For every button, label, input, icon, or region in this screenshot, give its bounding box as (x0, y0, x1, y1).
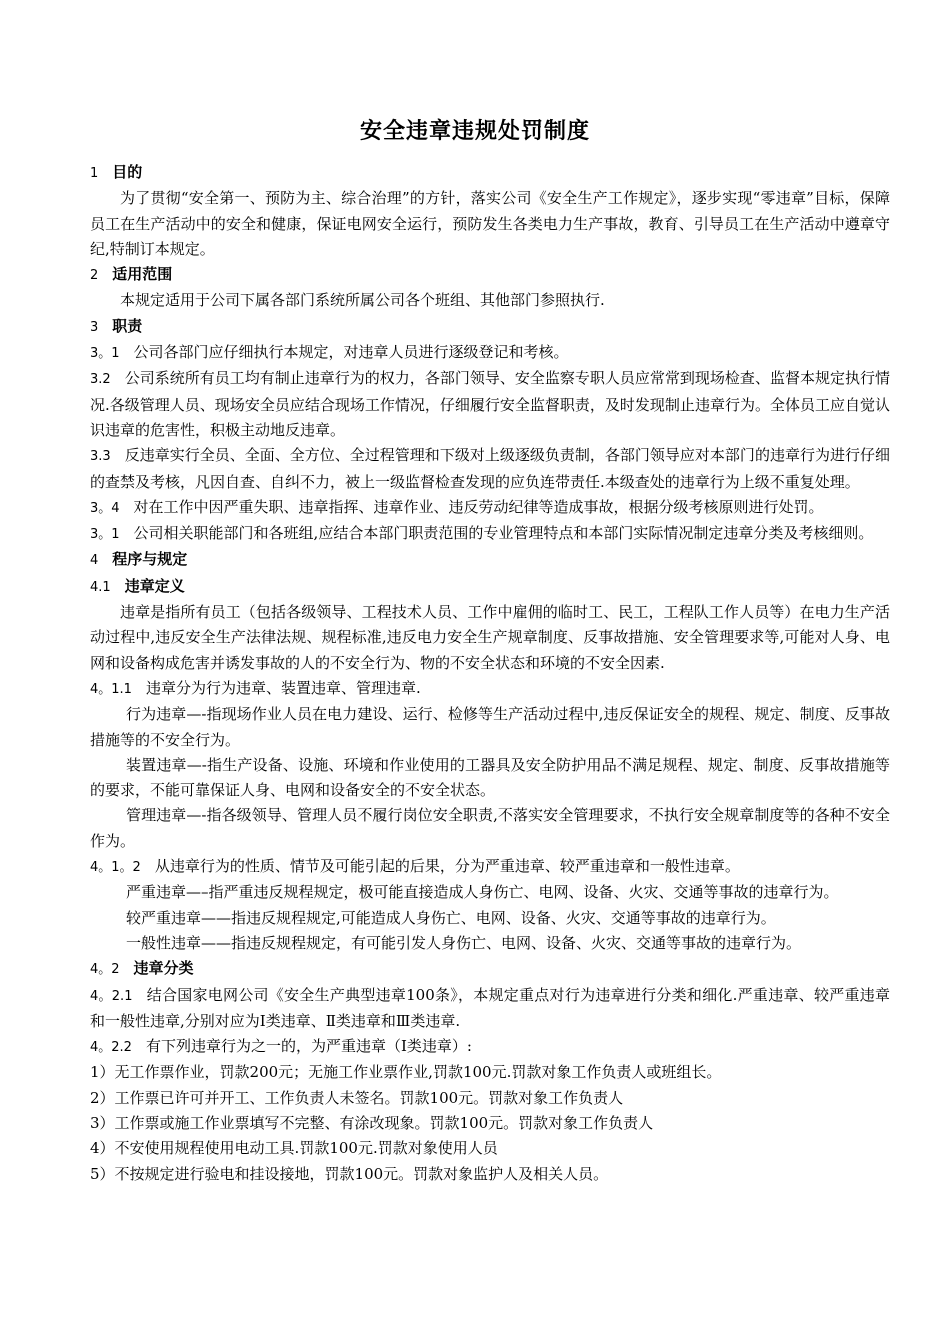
list-item: 1）无工作票作业，罚款200元；无施工作业票作业,罚款100元.罚款对象工作负责人或班组长。 (90, 1063, 722, 1082)
clause (90, 443, 890, 495)
clause-text: 从违章行为的性质、情节及可能引起的后果，分为严重违章、较严重违章和一般性违章。 (154, 857, 740, 876)
subsection-title: 违章定义 (124, 576, 185, 595)
subsection-title: 违章分类 (133, 959, 194, 978)
clause-number: 3。1 (90, 346, 120, 362)
clause (90, 521, 890, 547)
clause-text: 有下列违章行为之一的，为严重违章（Ⅰ类违章）: (145, 1037, 472, 1056)
paragraph: 本规定适用于公司下属各部门系统所属公司各个班组、其他部门参照执行. (120, 291, 605, 310)
list-item: 4）不安使用规程使用电动工具.罚款100元.罚款对象使用人员 (90, 1139, 498, 1158)
section-heading (90, 314, 890, 340)
paragraph: 管理违章—-指各级领导、管理人员不履行岗位安全职责,不落实安全管理要求，不执行安全规章制度等的各种不安全作为。 (90, 806, 890, 850)
section-heading (90, 160, 890, 186)
clause-text: 公司相关职能部门和各班组,应结合本部门职责范围的专业管理特点和本部门实际情况制定违章分类及考核细则。 (133, 524, 874, 543)
paragraph: 行为违章—-指现场作业人员在电力建设、运行、检修等生产活动过程中,违反保证安全的规程、规定、制度、反事故措施等的不安全行为。 (90, 705, 890, 749)
paragraph: 较严重违章——指违反规程规定,可能造成人身伤亡、电网、设备、火灾、交通等事故的违章行为。 (126, 908, 776, 927)
clause (90, 983, 890, 1035)
clause (90, 366, 890, 443)
clause-text: 违章分为行为违章、装置违章、管理违章. (145, 678, 421, 697)
section-heading (90, 547, 890, 573)
clause-number: 4。1。2 (90, 860, 141, 876)
paragraph: 为了贯彻“安全第一、预防为主、综合治理”的方针，落实公司《安全生产工作规定》，逐步实现“零违章”目标，保障员工在生产活动中的安全和健康，保证电网安全运行，预防发生各类电力生产事故，教育、引导员工在生产活动中遵章守纪,特制订本规定。 (90, 189, 890, 258)
clause-text: 公司系统所有员工均有制止违章行为的权力，各部门领导、安全监察专职人员应常常到现场检查、监督本规定执行情况.各级管理人员、现场安全员应结合现场工作情况，仔细履行安全监督职责，及时发现制止违章行为。全体员工应自觉认识违章的危害性，积极主动地反违章。 (90, 369, 890, 439)
list-item: 2）工作票已许可并开工、工作负责人未签名。罚款100元。罚款对象工作负责人 (90, 1088, 624, 1107)
clause-number: 3。4 (90, 500, 120, 516)
subsection-number: 4。2 (90, 962, 120, 978)
clause-text: 公司各部门应仔细执行本规定，对违章人员进行逐级登记和考核。 (133, 343, 569, 362)
clause-text: 对在工作中因严重失职、违章指挥、违章作业、违反劳动纪律等造成事故，根据分级考核原则进行处罚。 (133, 497, 824, 516)
section-number: 1 (90, 166, 99, 181)
paragraph: 严重违章—–指严重违反规程规定，极可能直接造成人身伤亡、电网、设备、火灾、交通等事故的违章行为。 (126, 883, 839, 902)
section-heading (90, 262, 890, 288)
section-title: 程序与规定 (112, 550, 188, 569)
document-body (90, 160, 890, 1187)
list-item: 3）工作票或施工作业票填写不完整、有涂改现象。罚款100元。罚款对象工作负责人 (90, 1113, 654, 1132)
clause-number: 3.3 (90, 449, 111, 465)
section-number: 2 (90, 268, 99, 284)
list-item: 5）不按规定进行验电和挂设接地，罚款100元。罚款对象监护人及相关人员。 (90, 1164, 609, 1183)
clause-text: 结合国家电网公司《安全生产典型违章100条》，本规定重点对行为违章进行分类和细化.严重违章、较严重违章和一般性违章,分别对应为Ⅰ类违章、Ⅱ类违章和Ⅲ类违章. (90, 985, 890, 1030)
clause (90, 676, 890, 702)
section-number: 3 (90, 319, 99, 335)
clause-number: 3。1 (90, 527, 120, 543)
subsection-number: 4.1 (90, 579, 111, 595)
section-title: 适用范围 (112, 265, 173, 284)
clause (90, 340, 890, 366)
subsection-heading (90, 956, 890, 982)
clause-number: 4。1.1 (90, 681, 132, 697)
paragraph: 一般性违章——指违反规程规定，有可能引发人身伤亡、电网、设备、火灾、交通等事故的违章行为。 (126, 933, 802, 952)
section-title: 目的 (112, 163, 143, 181)
paragraph: 装置违章—-指生产设备、设施、环境和作业使用的工器具及安全防护用品不满足规程、规定、制度、反事故措施等的要求，不能可靠保证人身、电网和设备安全的不安全状态。 (90, 755, 890, 800)
document-title: 安全违章违规处罚制度 (359, 119, 590, 144)
clause (90, 854, 890, 880)
section-title: 职责 (112, 316, 143, 335)
subsection-heading (90, 574, 890, 600)
section-number: 4 (90, 553, 99, 569)
clause (90, 1034, 890, 1060)
clause-text: 反违章实行全员、全面、全方位、全过程管理和下级对上级逐级负责制，各部门领导应对本部门的违章行为进行仔细的查禁及考核，凡因自查、自纠不力，被上一级监督检查发现的应负连带责任.本级查处的违章行为上级不重复处理。 (90, 446, 890, 491)
clause (90, 495, 890, 521)
clause-number: 4。2.1 (90, 988, 133, 1004)
paragraph: 违章是指所有员工（包括各级领导、工程技术人员、工作中雇佣的临时工、民工，工程队工作人员等）在电力生产活动过程中,违反安全生产法律法规、规程标准,违反电力安全生产规章制度、反事故措施、安全管理要求等,可能对人身、电网和设备构成危害并诱发事故的人的不安全行为、物的不安全状态和环境的不安全因素. (90, 603, 890, 672)
clause-number: 4。2.2 (90, 1040, 132, 1056)
clause-number: 3.2 (90, 372, 111, 388)
